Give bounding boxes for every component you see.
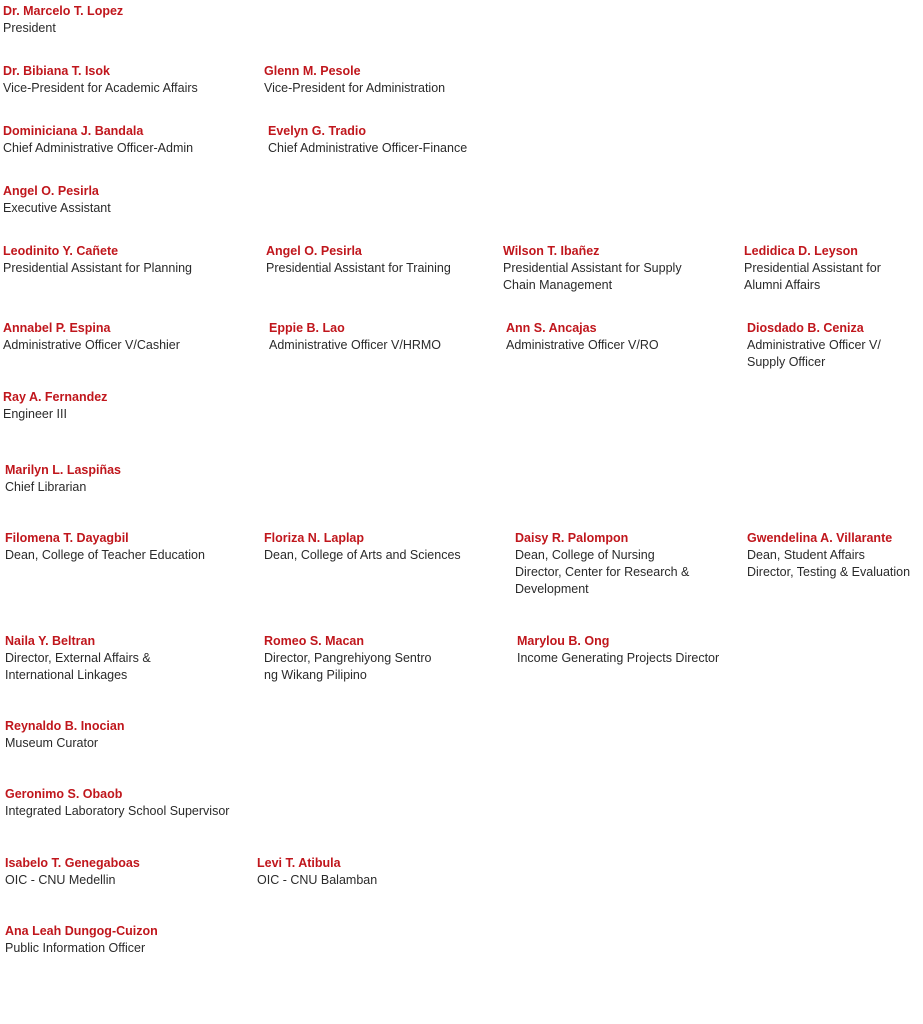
official-entry [515, 530, 689, 598]
official-entry [264, 530, 461, 564]
official-name: Dominiciana J. Bandala [3, 124, 144, 138]
official-title: Chief Librarian [5, 480, 87, 494]
official-entry [5, 462, 121, 496]
official-name: Marilyn L. Laspiñas [5, 463, 122, 477]
official-name: Glenn M. Pesole [264, 64, 361, 78]
official-title: Engineer III [3, 407, 67, 421]
official-title: Dean, College of Arts and Sciences [264, 548, 461, 562]
official-title: Administrative Officer V/ Supply Officer [747, 338, 881, 369]
official-name: Floriza N. Laplap [264, 531, 365, 545]
official-title: President [3, 21, 56, 35]
official-name: Gwendelina A. Villarante [747, 531, 893, 545]
official-title: Integrated Laboratory School Supervisor [5, 804, 230, 818]
official-name: Filomena T. Dayagbil [5, 531, 129, 545]
official-entry [3, 63, 198, 97]
official-entry [266, 243, 451, 277]
official-entry [517, 633, 719, 667]
official-title: Chief Administrative Officer-Admin [3, 141, 194, 155]
official-title: Director, Pangrehiyong Sentro ng Wikang Pilipino [264, 651, 432, 682]
official-name: Angel O. Pesirla [266, 244, 362, 258]
official-entry [3, 3, 123, 37]
official-title: Vice-President for Administration [264, 81, 446, 95]
official-name: Levi T. Atibula [257, 856, 341, 870]
official-title: Dean, College of Nursing Director, Center for Research & Development [515, 548, 690, 596]
official-entry [3, 389, 107, 423]
official-title: Administrative Officer V/HRMO [269, 338, 442, 352]
official-entry [5, 923, 158, 957]
official-title: Director, External Affairs & International Linkages [5, 651, 151, 682]
official-entry [5, 633, 151, 684]
official-name: Daisy R. Palompon [515, 531, 629, 545]
official-entry [3, 243, 192, 277]
official-entry [268, 123, 467, 157]
official-name: Dr. Marcelo T. Lopez [3, 4, 124, 18]
official-title: Dean, Student Affairs Director, Testing & Evaluation [747, 548, 911, 579]
official-name: Ana Leah Dungog-Cuizon [5, 924, 158, 938]
official-title: Museum Curator [5, 736, 99, 750]
official-title: Presidential Assistant for Planning [3, 261, 192, 275]
official-name: Wilson T. Ibañez [503, 244, 600, 258]
official-entry [5, 530, 205, 564]
official-entry [264, 633, 431, 684]
official-title: Administrative Officer V/RO [506, 338, 659, 352]
official-name: Diosdado B. Ceniza [747, 321, 864, 335]
official-name: Angel O. Pesirla [3, 184, 99, 198]
official-entry [5, 786, 229, 820]
official-entry [747, 530, 910, 581]
official-title: Administrative Officer V/Cashier [3, 338, 180, 352]
official-name: Romeo S. Macan [264, 634, 365, 648]
official-title: Presidential Assistant for Training [266, 261, 451, 275]
official-name: Isabelo T. Genegaboas [5, 856, 140, 870]
official-name: Eppie B. Lao [269, 321, 345, 335]
official-title: Executive Assistant [3, 201, 111, 215]
official-name: Ray A. Fernandez [3, 390, 108, 404]
official-title: Income Generating Projects Director [517, 651, 720, 665]
official-title: OIC - CNU Balamban [257, 873, 378, 887]
official-entry [5, 718, 124, 752]
official-name: Annabel P. Espina [3, 321, 111, 335]
official-name: Leodinito Y. Cañete [3, 244, 119, 258]
official-title: OIC - CNU Medellin [5, 873, 116, 887]
official-title: Presidential Assistant for Alumni Affairs [744, 261, 881, 292]
official-name: Naila Y. Beltran [5, 634, 96, 648]
official-entry [3, 123, 193, 157]
official-name: Ann S. Ancajas [506, 321, 597, 335]
official-entry [264, 63, 445, 97]
official-name: Ledidica D. Leyson [744, 244, 858, 258]
official-title: Dean, College of Teacher Education [5, 548, 205, 562]
official-entry [269, 320, 441, 354]
official-title: Presidential Assistant for Supply Chain Management [503, 261, 682, 292]
official-name: Geronimo S. Obaob [5, 787, 123, 801]
official-entry [503, 243, 682, 294]
official-entry [506, 320, 659, 354]
official-name: Evelyn G. Tradio [268, 124, 366, 138]
official-name: Dr. Bibiana T. Isok [3, 64, 110, 78]
official-name: Marylou B. Ong [517, 634, 610, 648]
official-entry [744, 243, 881, 294]
official-title: Chief Administrative Officer-Finance [268, 141, 468, 155]
official-entry [5, 855, 140, 889]
official-title: Public Information Officer [5, 941, 146, 955]
official-entry [747, 320, 881, 371]
official-entry [3, 320, 180, 354]
official-name: Reynaldo B. Inocian [5, 719, 125, 733]
official-entry [3, 183, 111, 217]
official-entry [257, 855, 377, 889]
official-title: Vice-President for Academic Affairs [3, 81, 198, 95]
